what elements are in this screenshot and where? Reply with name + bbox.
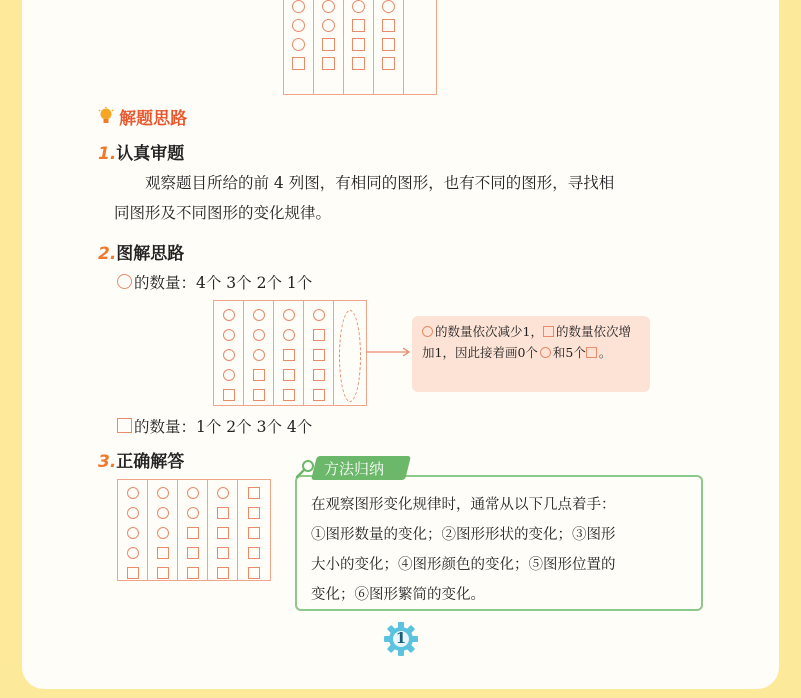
count-label: 的数量： [134,418,197,436]
circle-shape [322,0,335,13]
step-number: 2. [98,244,117,264]
bottom-strip [0,689,801,698]
figure-column-answer [238,480,270,580]
method-line: ①图形数量的变化；②图形形状的变化；③图形 [311,527,616,543]
circle-shape [127,487,139,499]
method-line: 变化；⑥图形繁简的变化。 [311,587,485,603]
lightbulb-icon [98,107,114,127]
figure-column [304,301,334,405]
step-heading [98,239,184,264]
square-shape [283,389,295,401]
square-shape [313,349,325,361]
figure-column [118,480,148,580]
circle-shape [322,19,335,32]
circle-shape [127,527,139,539]
square-shape [253,389,265,401]
square-shape [322,38,335,51]
circle-shape [292,19,305,32]
page-number-badge [383,621,419,657]
circle-shape [223,309,235,321]
method-text [311,490,616,610]
explanation-callout [412,316,650,392]
figure-column [214,301,244,405]
square-shape [313,369,325,381]
callout-text: 和5个 [552,345,586,360]
answer-figure-grid [117,479,271,581]
figure-column [274,301,304,405]
circle-shape [292,0,305,13]
square-shape [187,527,199,539]
count-values: 1个 2个 3个 4个 [196,418,313,436]
square-shape [223,389,235,401]
circle-icon [117,274,132,289]
square-count-line [117,412,312,442]
square-icon [543,326,554,337]
section-title: 解题思路 [119,109,188,129]
square-shape [313,329,325,341]
figure-column [148,480,178,580]
count-label: 的数量： [134,274,197,292]
circle-count-line [117,268,312,298]
circle-shape [127,507,139,519]
circle-shape [313,309,325,321]
square-shape [352,57,365,70]
square-shape [248,527,260,539]
circle-shape [223,369,235,381]
circle-shape [127,547,139,559]
step2-figure-grid [213,300,367,406]
square-shape [248,547,260,559]
callout-text: 的数量依次增加1，因此接着画0个 [422,324,631,360]
circle-shape [292,38,305,51]
square-shape [283,349,295,361]
method-line: 大小的变化；④图形颜色的变化；⑤图形位置的 [311,557,616,573]
square-shape [283,369,295,381]
step-heading [98,447,184,472]
square-shape [187,567,199,579]
circle-shape [253,349,265,361]
square-shape [382,19,395,32]
circle-shape [382,0,395,13]
circle-shape [283,309,295,321]
paragraph-line: 观察题目所给的前 4 列图，有相同的图形，也有不同的图形，寻找相 [145,174,615,192]
figure-column [374,0,404,94]
square-shape [217,507,229,519]
figure-column [208,480,238,580]
paragraph-line: 同图形及不同图形的变化规律。 [114,204,332,222]
circle-shape [283,329,295,341]
circle-icon [422,326,433,337]
circle-icon [540,347,551,358]
square-shape [292,57,305,70]
step-title: 图解思路 [116,244,185,264]
figure-column [244,301,274,405]
square-shape [248,507,260,519]
page-number: 1 [395,629,407,647]
square-shape [217,527,229,539]
circle-shape [187,507,199,519]
step-heading [98,139,184,164]
square-shape [187,547,199,559]
square-shape [248,567,260,579]
circle-shape [187,487,199,499]
top-figure-grid [283,0,437,95]
method-line: 在观察图形变化规律时，通常从以下几点着手： [311,497,616,513]
figure-column-answer [334,301,366,405]
square-icon [586,347,597,358]
circle-shape [217,487,229,499]
count-values: 4个 3个 2个 1个 [196,274,313,292]
figure-column [344,0,374,94]
square-shape [217,567,229,579]
square-shape [157,567,169,579]
circle-shape [253,329,265,341]
circle-shape [157,487,169,499]
square-shape [352,19,365,32]
highlight-ellipse [339,310,361,402]
step-number: 3. [98,452,117,472]
square-shape [217,547,229,559]
step1-paragraph [114,168,704,228]
figure-column [284,0,314,94]
method-title: 方法归纳 [324,460,385,478]
square-icon [117,418,132,433]
square-shape [127,567,139,579]
square-shape [382,57,395,70]
arrow-right-icon [366,346,414,358]
circle-shape [157,527,169,539]
figure-column [314,0,344,94]
square-shape [253,369,265,381]
step-title: 认真审题 [116,144,185,164]
square-shape [248,487,260,499]
square-shape [157,547,169,559]
circle-shape [157,507,169,519]
square-shape [313,389,325,401]
step-number: 1. [98,144,117,164]
callout-text: 的数量依次减少1， [435,324,543,339]
circle-shape [223,329,235,341]
step-title: 正确解答 [116,452,185,472]
circle-shape [352,0,365,13]
square-shape [352,38,365,51]
circle-shape [223,349,235,361]
square-shape [322,57,335,70]
circle-shape [253,309,265,321]
square-shape [382,38,395,51]
figure-column-blank [404,0,436,94]
figure-column [178,480,208,580]
callout-text: 。 [598,345,612,360]
section-header [98,104,187,129]
